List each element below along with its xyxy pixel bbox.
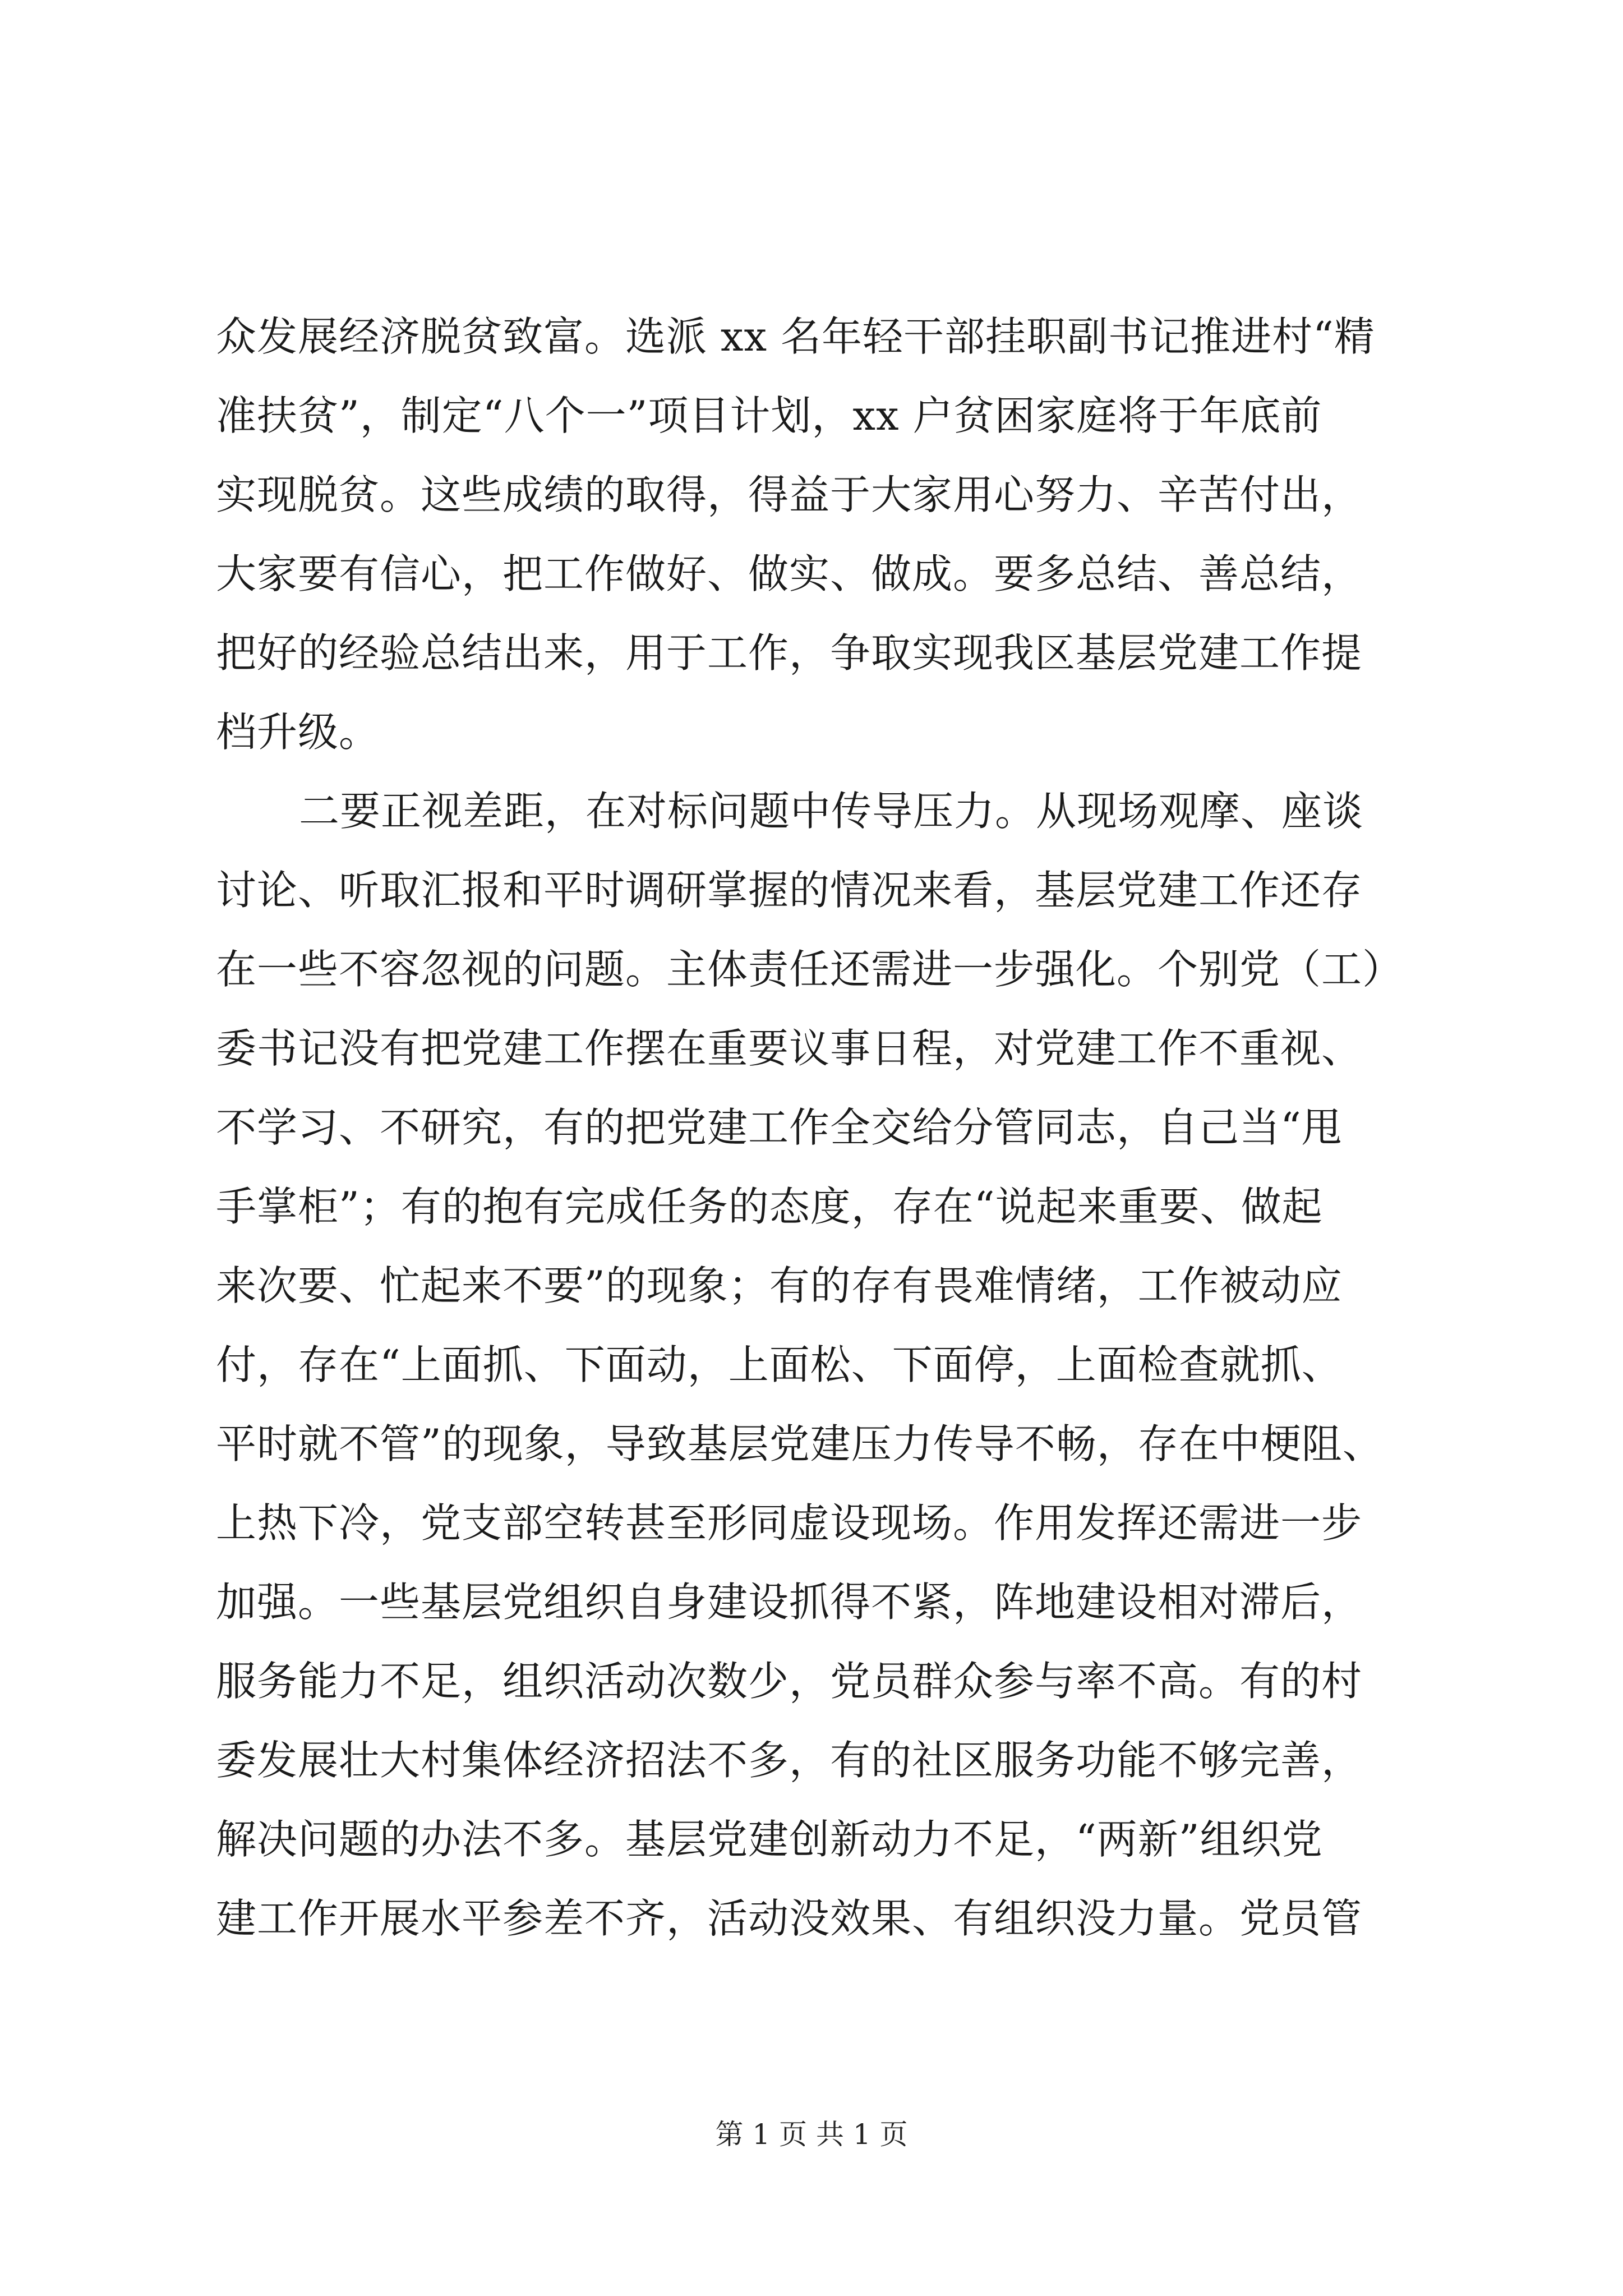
text-line: 加强。一些基层党组织自身建设抓得不紧，阵地建设相对滞后，: [216, 1579, 1363, 1626]
text-line: 上热下冷，党支部空转甚至形同虚设现场。作用发挥还需进一步: [216, 1499, 1363, 1547]
text-line: 众发展经济脱贫致富。选派 xx 名年轻干部挂职副书记推进村“精: [216, 313, 1375, 360]
text-line: 准扶贫”，制定“八个一”项目计划，xx 户贫困家庭将于年底前: [216, 392, 1322, 439]
text-line: 把好的经验总结出来，用于工作，争取实现我区基层党建工作提: [216, 629, 1363, 677]
text-line: 不学习、不研究，有的把党建工作全交给分管同志，自己当“甩: [216, 1104, 1343, 1151]
text-line: 平时就不管”的现象，导致基层党建压力传导不畅，存在中梗阻、: [216, 1420, 1384, 1467]
text-line: 在一些不容忽视的问题。主体责任还需进一步强化。个别党（工）: [216, 946, 1404, 993]
text-line: 手掌柜”；有的抱有完成任务的态度，存在“说起来重要、做起: [216, 1183, 1323, 1230]
text-line: 付，存在“上面抓、下面动，上面松、下面停，上面检查就抓、: [216, 1341, 1343, 1388]
text-line: 档升级。: [216, 708, 380, 756]
page-number-label: 第 1 页 共 1 页: [715, 2118, 908, 2151]
text-line: 实现脱贫。这些成绩的取得，得益于大家用心努力、辛苦付出，: [216, 471, 1363, 518]
text-line: 服务能力不足，组织活动次数少，党员群众参与率不高。有的村: [216, 1658, 1363, 1705]
text-line: 委书记没有把党建工作摆在重要议事日程，对党建工作不重视、: [216, 1025, 1363, 1072]
page-footer: [0, 2118, 1623, 2151]
document-body: [216, 297, 1416, 1958]
text-line: 讨论、听取汇报和平时调研掌握的情况来看，基层党建工作还存: [216, 867, 1363, 914]
text-line: 大家要有信心，把工作做好、做实、做成。要多总结、善总结，: [216, 550, 1363, 597]
text-line: 来次要、忙起来不要”的现象；有的存有畏难情绪，工作被动应: [216, 1262, 1343, 1309]
text-line: 解决问题的办法不多。基层党建创新动力不足，“两新”组织党: [216, 1816, 1323, 1863]
text-line: 委发展壮大村集体经济招法不多，有的社区服务功能不够完善，: [216, 1737, 1363, 1784]
text-line: 建工作开展水平参差不齐，活动没效果、有组织没力量。党员管: [216, 1895, 1363, 1942]
text-line: 二要正视差距，在对标问题中传导压力。从现场观摩、座谈: [299, 788, 1364, 835]
